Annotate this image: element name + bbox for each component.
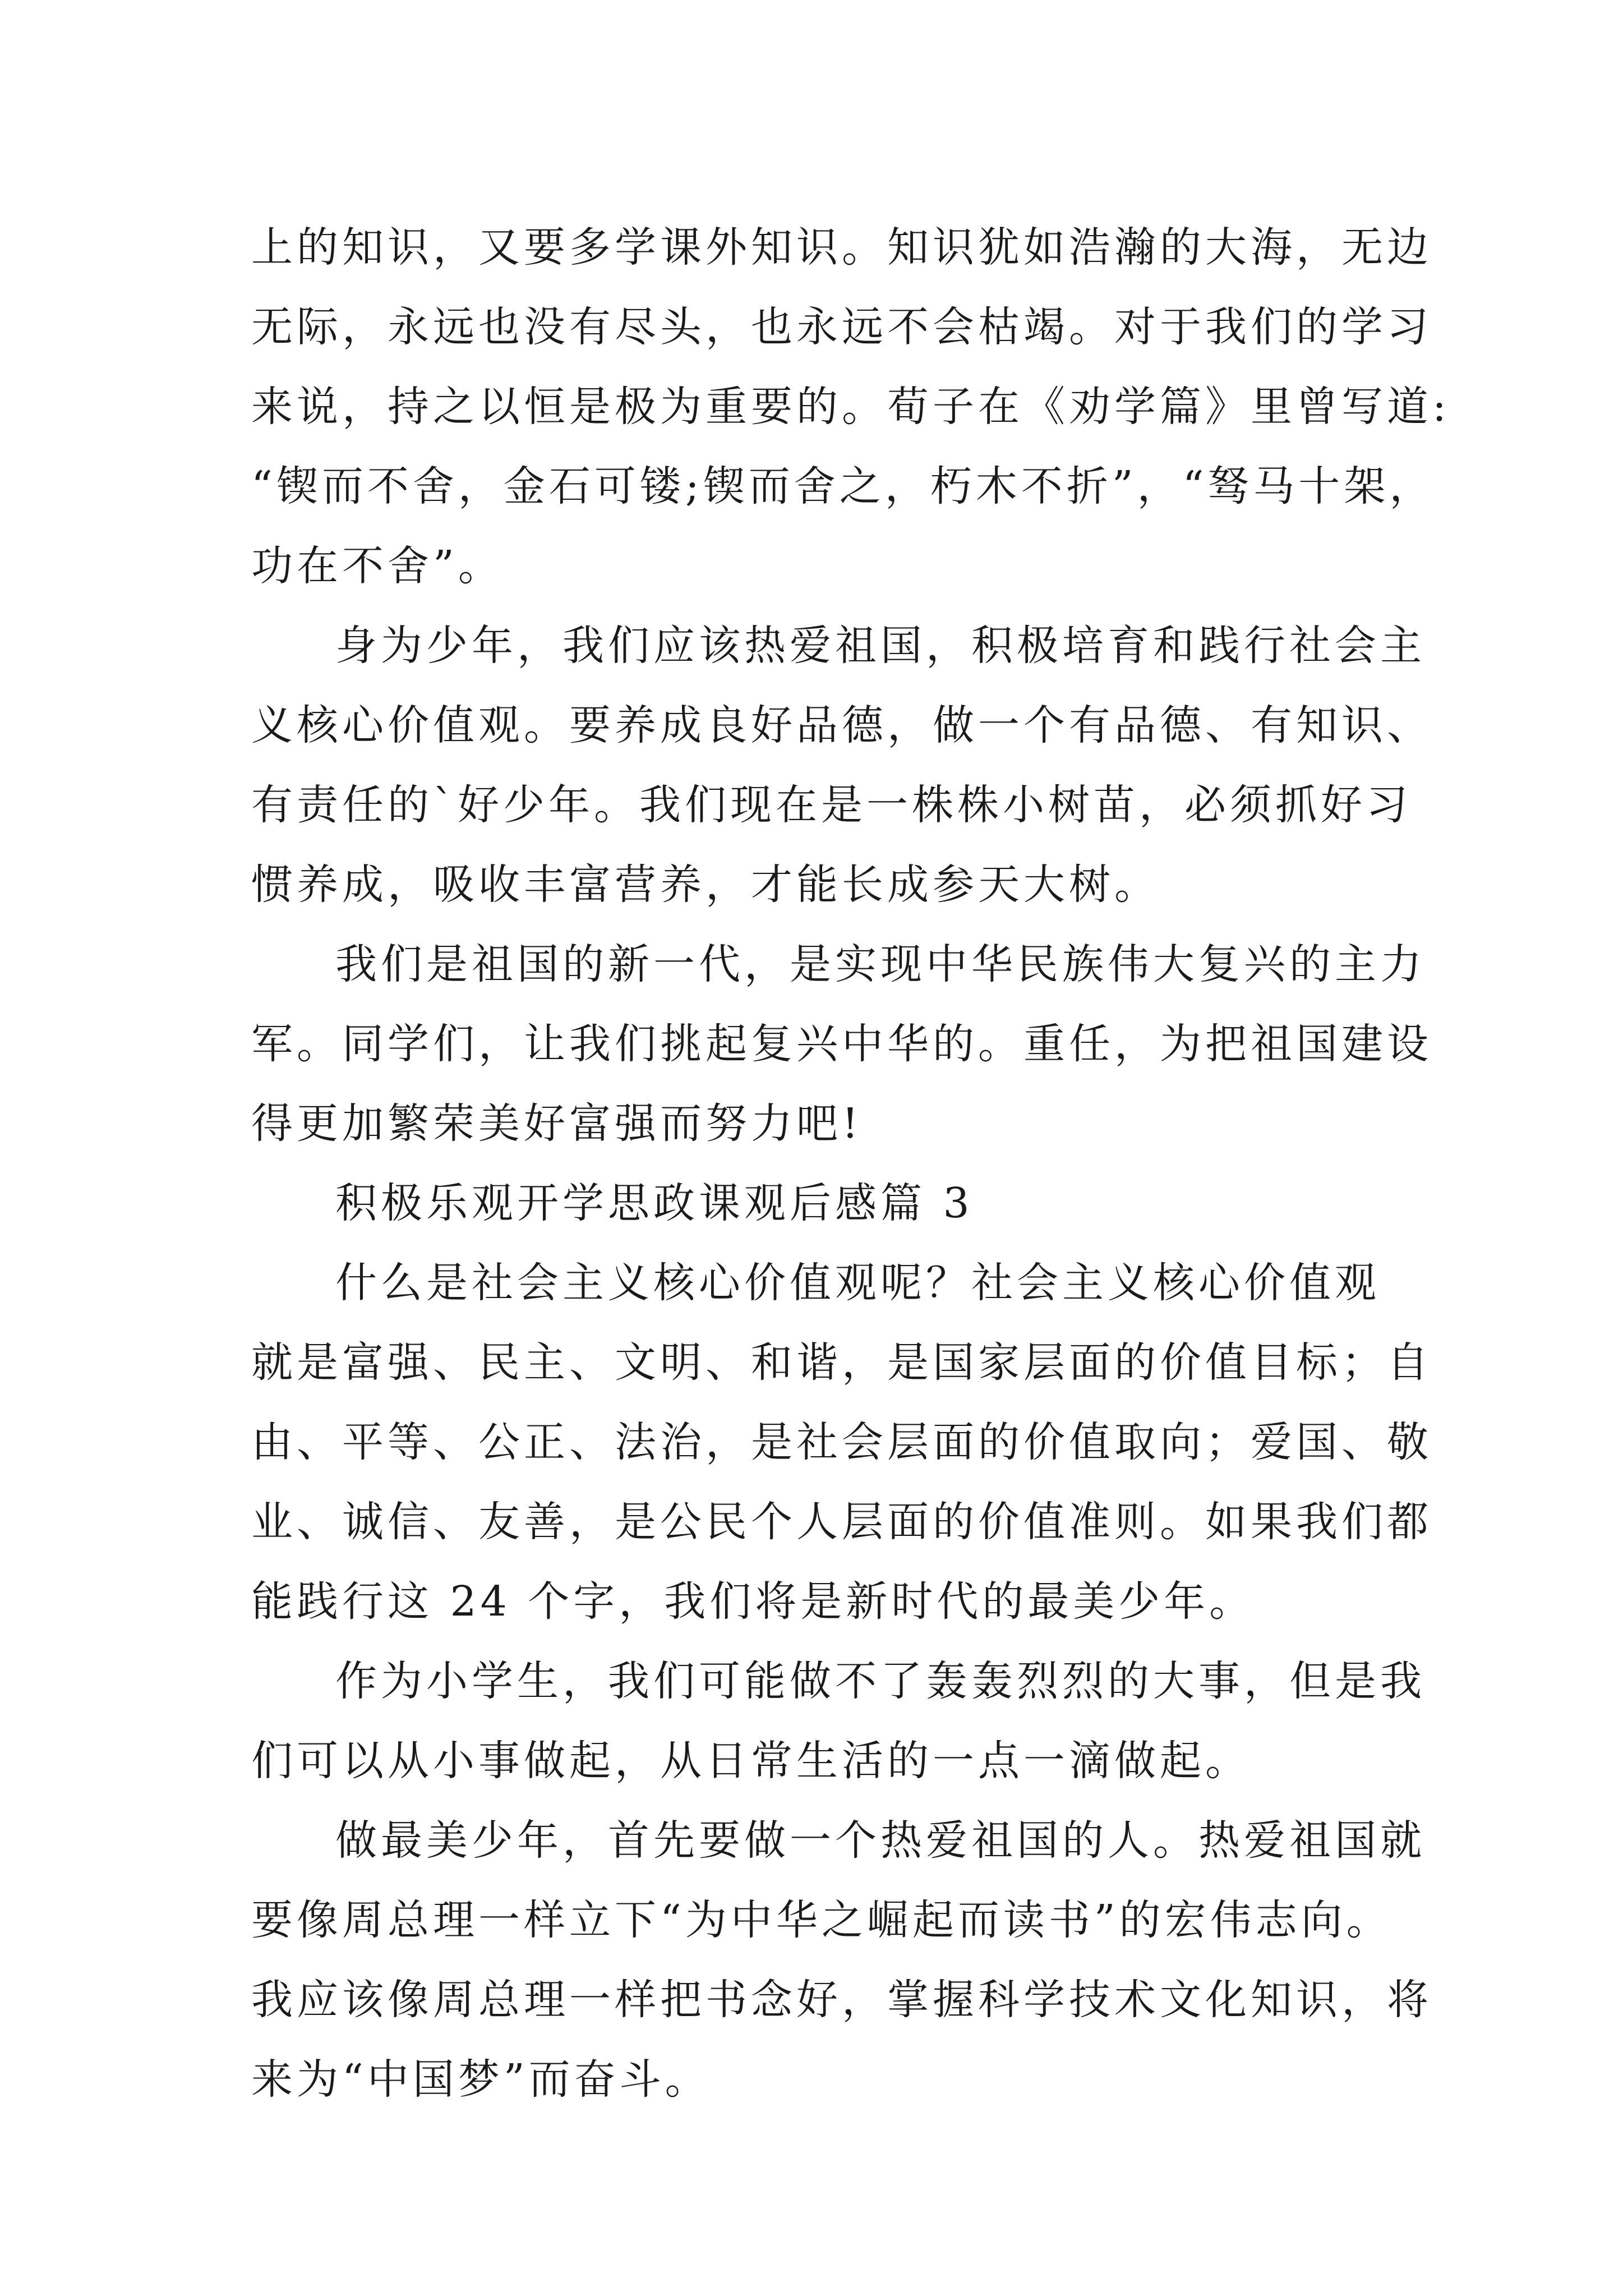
text-line: “锲而不舍，金石可镂;锲而舍之，朽木不折”，“驽马十架， [251,462,1435,510]
text-line: 惯养成，吸收丰富营养，才能长成参天大树。 [251,861,1160,909]
paragraph-start-line: 什么是社会主义核心价值观呢？社会主义核心价值观 [335,1259,1380,1307]
document-body [251,208,1450,2119]
text-line: 我应该像周总理一样把书念好，掌握科学技术文化知识，将 [251,1976,1432,2024]
text-line: 由、平等、公正、法治，是社会层面的价值取向；爱国、敬 [251,1418,1432,1466]
paragraph-start-line: 作为小学生，我们可能做不了轰轰烈烈的大事，但是我 [335,1657,1426,1705]
text-line: 有责任的`好少年。我们现在是一株株小树苗，必须抓好习 [251,781,1412,829]
text-line: 们可以从小事做起，从日常生活的一点一滴做起。 [251,1737,1251,1785]
text-line: 功在不舍”。 [251,542,504,590]
text-line: 就是富强、民主、文明、和谐，是国家层面的价值目标；自 [251,1338,1432,1387]
text-line: 能践行这 24 个字，我们将是新时代的最美少年。 [251,1577,1255,1626]
paragraph-start-line: 我们是祖国的新一代，是实现中华民族伟大复兴的主力 [335,940,1426,988]
text-line: 要像周总理一样立下“为中华之崛起而读书”的宏伟志向。 [251,1896,1392,1944]
text-line: 来为“中国梦”而奋斗。 [251,2055,711,2104]
text-line: 业、诚信、友善，是公民个人层面的价值准则。如果我们都 [251,1498,1432,1546]
text-line: 上的知识，又要多学课外知识。知识犹如浩瀚的大海，无边 [251,223,1432,272]
paragraph-start-line: 身为少年，我们应该热爱祖国，积极培育和践行社会主 [335,622,1426,670]
text-line: 义核心价值观。要养成良好品德，做一个有品德、有知识、 [251,701,1432,749]
paragraph-start-line: 做最美少年，首先要做一个热爱祖国的人。热爱祖国就 [335,1816,1426,1865]
text-line: 来说，持之以恒是极为重要的。荀子在《劝学篇》里曾写道: [251,383,1450,431]
text-line: 得更加繁荣美好富强而努力吧! [251,1099,863,1148]
section-heading: 积极乐观开学思政课观后感篇 3 [335,1179,974,1227]
text-line: 无际，永远也没有尽头，也永远不会枯竭。对于我们的学习 [251,303,1432,351]
text-line: 军。同学们，让我们挑起复兴中华的。重任，为把祖国建设 [251,1020,1432,1068]
